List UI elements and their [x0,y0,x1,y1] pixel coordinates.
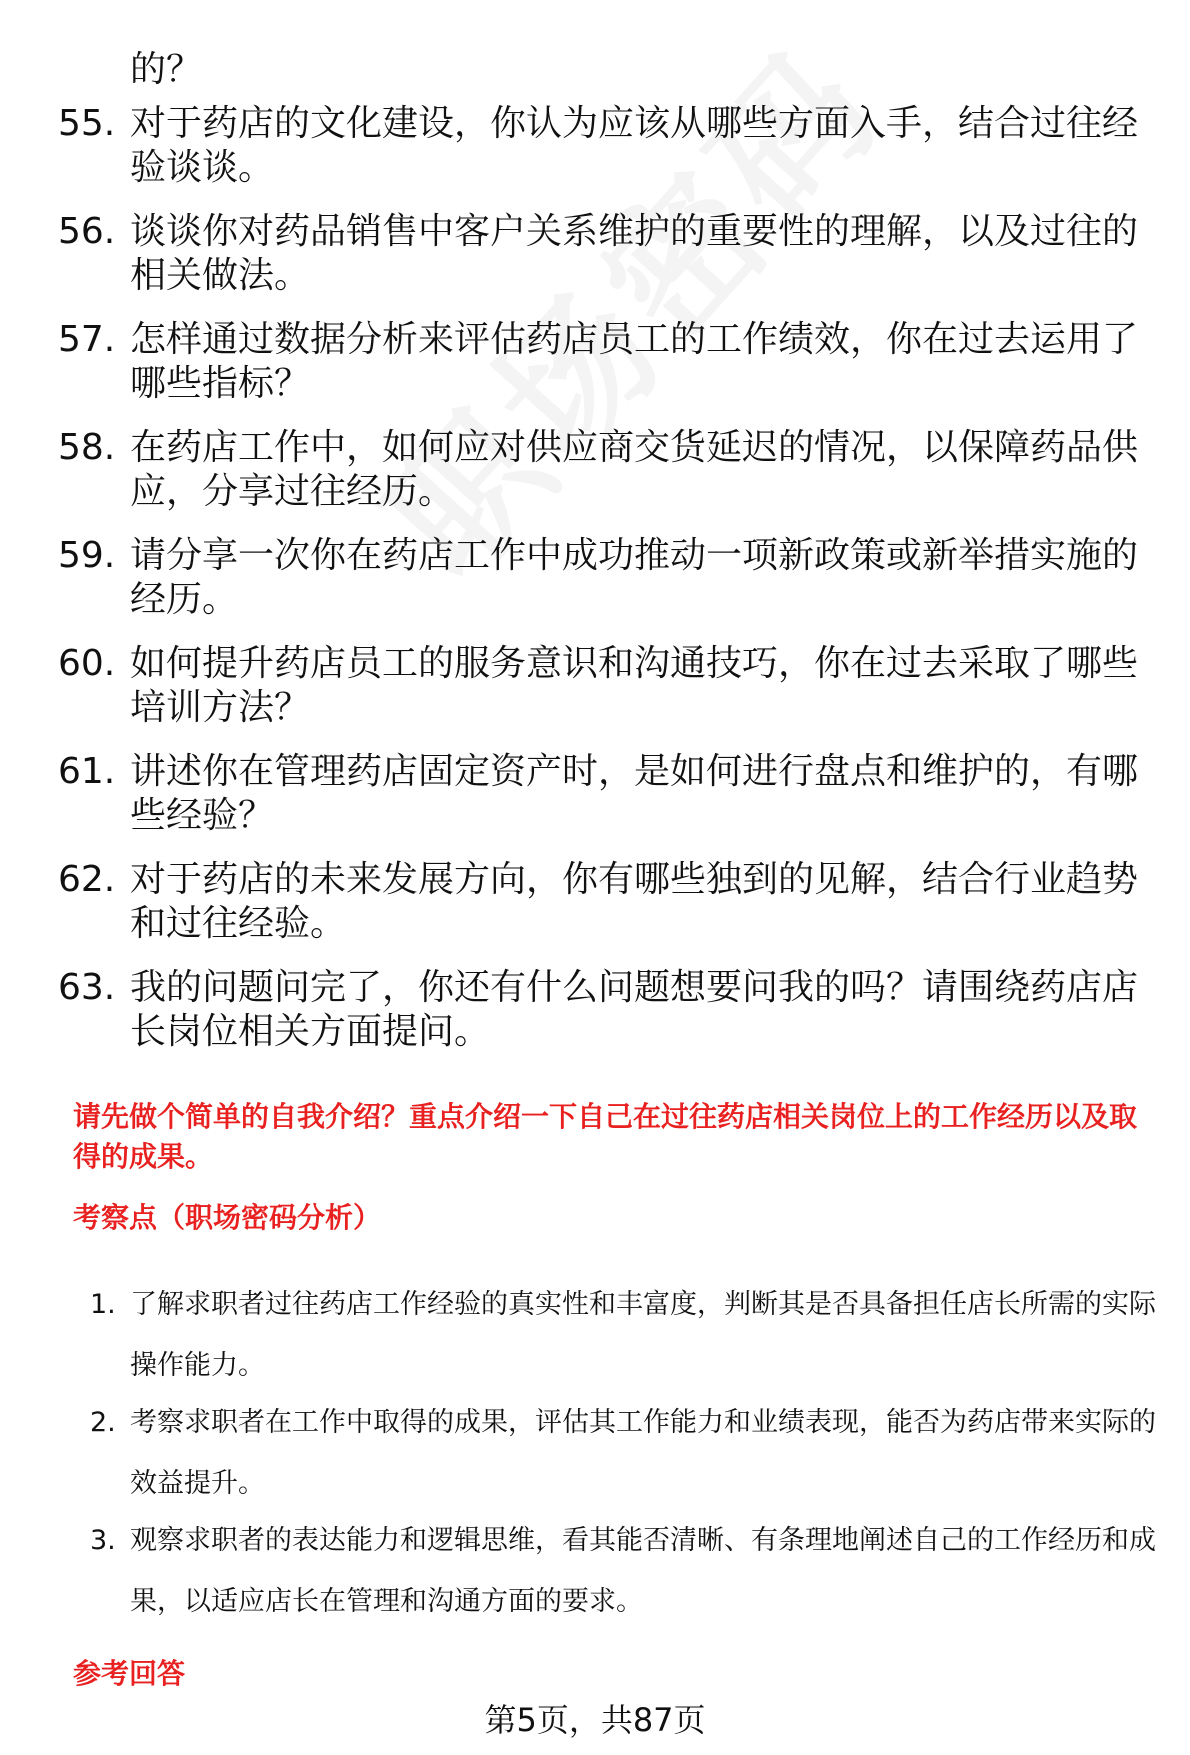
answer-title: 参考回答 [73,1657,186,1690]
question-number: 60. [58,643,116,684]
question-text: 对于药店的未来发展方向，你有哪些独到的见解，结合行业趋势和过往经验。 [130,859,1139,944]
question-text: 对于药店的文化建设，你认为应该从哪些方面入手，结合过往经验谈谈。 [130,103,1139,188]
question-number: 63. [58,967,116,1008]
question-text: 谈谈你对药品销售中客户关系维护的重要性的理解，以及过往的相关做法。 [130,211,1139,296]
question-number: 56. [58,211,116,252]
question-text: 我的问题问完了，你还有什么问题想要问我的吗？请围绕药店店长岗位相关方面提问。 [130,967,1139,1052]
question-number: 62. [58,859,116,900]
watermark [330,0,919,615]
question-text: 如何提升药店员工的服务意识和沟通技巧，你在过去采取了哪些培训方法？ [130,643,1139,728]
featured-question: 请先做个简单的自我介绍？重点介绍一下自己在过往药店相关岗位上的工作经历以及取得的成果。 [73,1100,1138,1173]
analysis-title: 考察点（职场密码分析） [73,1201,382,1234]
question-text: 在药店工作中，如何应对供应商交货延迟的情况，以保障药品供应，分享过往经历。 [130,427,1139,512]
point-number: 2. [90,1407,116,1438]
point-number: 1. [90,1289,116,1320]
question-number: 61. [58,751,116,792]
question-text: 讲述你在管理药店固定资产时，是如何进行盘点和维护的，有哪些经验？ [130,751,1139,836]
page-footer: 第5页，共87页 [484,1701,706,1739]
question-text: 请分享一次你在药店工作中成功推动一项新政策或新举措实施的经历。 [130,535,1139,620]
point-text: 考察求职者在工作中取得的成果，评估其工作能力和业绩表现，能否为药店带来实际的效益提升。 [130,1407,1156,1499]
question-number: 58. [58,427,116,468]
continuation-text: 的？ [130,49,203,90]
question-number: 55. [58,103,116,144]
point-number: 3. [90,1525,116,1556]
question-number: 57. [58,319,116,360]
question-number: 59. [58,535,116,576]
point-text: 观察求职者的表达能力和逻辑思维，看其能否清晰、有条理地阐述自己的工作经历和成果，以适应店长在管理和沟通方面的要求。 [130,1525,1156,1617]
point-text: 了解求职者过往药店工作经验的真实性和丰富度，判断其是否具备担任店长所需的实际操作能力。 [130,1289,1156,1381]
question-text: 怎样通过数据分析来评估药店员工的工作绩效，你在过去运用了哪些指标？ [130,319,1139,404]
